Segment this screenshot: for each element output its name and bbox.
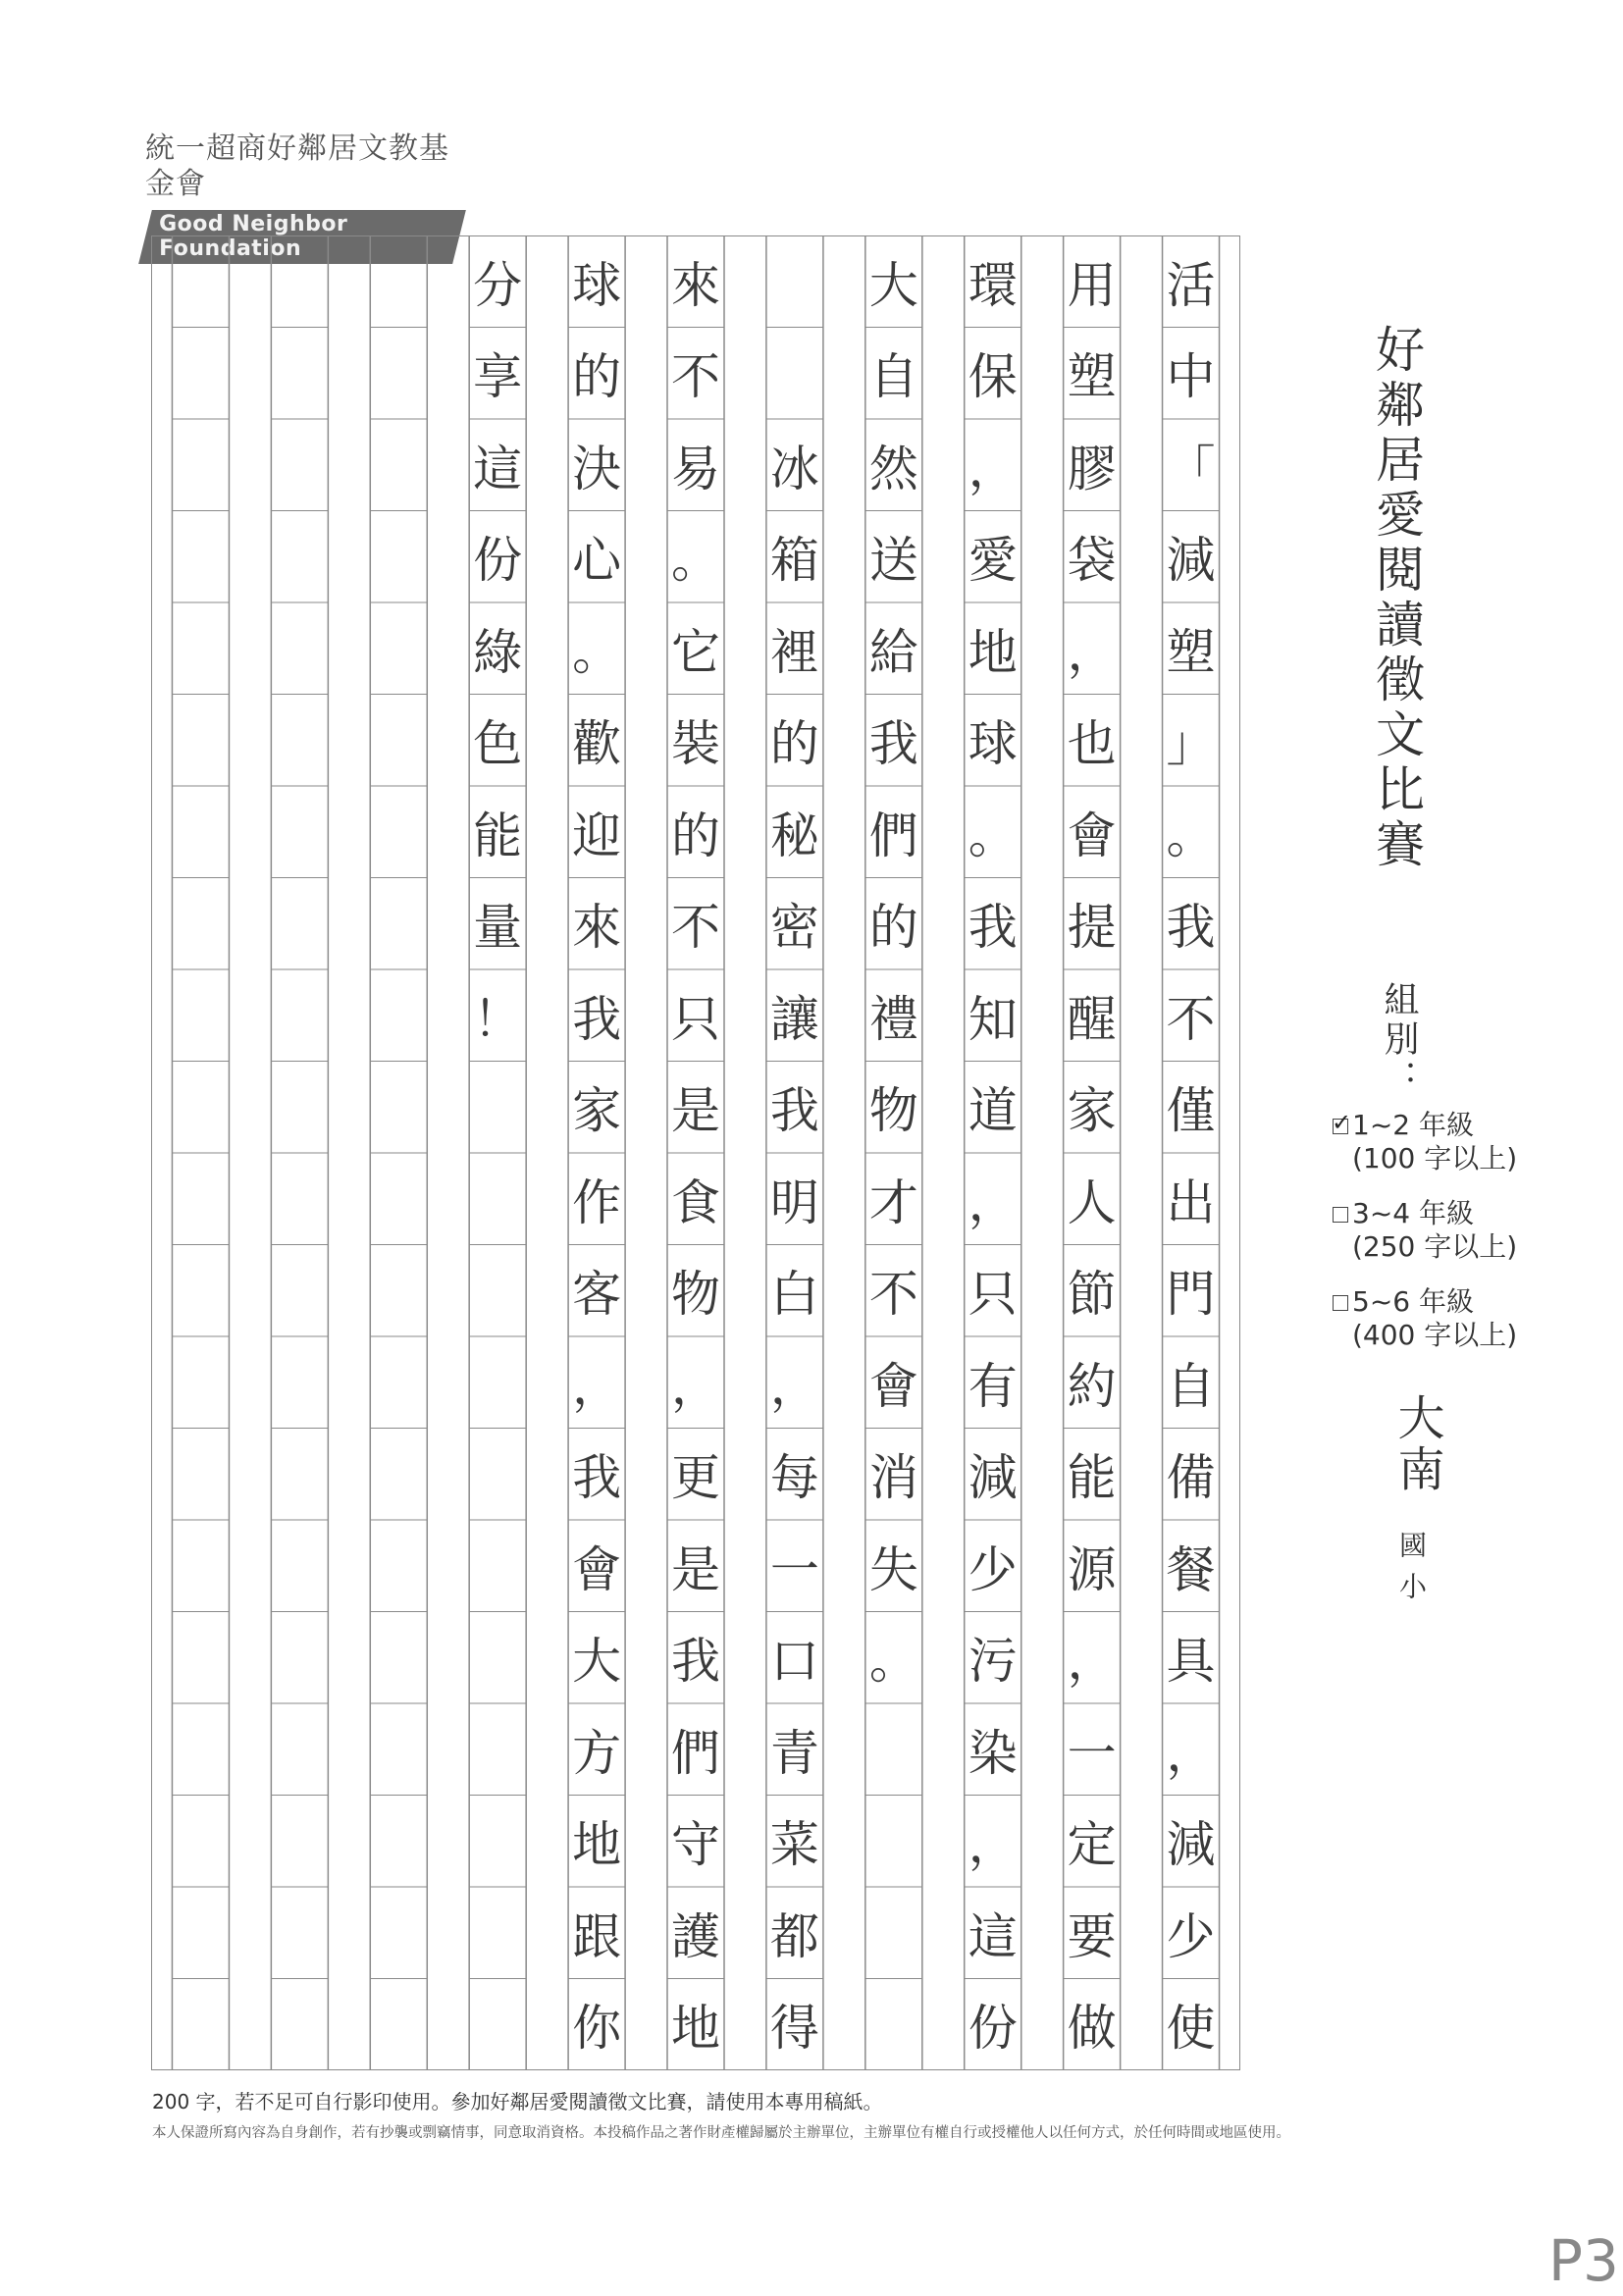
- manuscript-char: 送: [868, 532, 918, 590]
- manuscript-char: 染: [968, 1724, 1018, 1782]
- manuscript-char: ，: [968, 440, 1018, 497]
- manuscript-char: 。: [572, 623, 622, 681]
- manuscript-char: 減: [968, 1449, 1018, 1507]
- manuscript-char: 一: [1067, 1724, 1117, 1782]
- manuscript-char: 它: [671, 623, 720, 681]
- manuscript-char: 的: [769, 715, 819, 773]
- manuscript-char: 份: [473, 532, 523, 590]
- school-name: 大南: [1389, 1393, 1444, 1495]
- manuscript-column: [667, 235, 724, 2070]
- manuscript-char: 地: [671, 2000, 720, 2058]
- manuscript-char: 色: [473, 715, 523, 773]
- manuscript-column: [568, 235, 625, 2070]
- manuscript-char: 僅: [1166, 1082, 1216, 1140]
- manuscript-column: [1163, 235, 1220, 2070]
- manuscript-char: 環: [968, 256, 1018, 314]
- manuscript-char: 菜: [769, 1816, 819, 1874]
- manuscript-grid: [151, 235, 1240, 2070]
- footer-note: 200 字，若不足可自行影印使用。參加好鄰居愛閱讀徵文比賽，請使用本專用稿紙。: [152, 2090, 883, 2113]
- manuscript-char: 密: [769, 899, 819, 957]
- foundation-name-english-text: Good Neighbor Foundation: [159, 212, 348, 261]
- manuscript-char: 做: [1067, 2000, 1117, 2058]
- manuscript-char: ，: [968, 1174, 1018, 1231]
- manuscript-char: 的: [868, 899, 918, 957]
- manuscript-char: 每: [769, 1449, 819, 1507]
- manuscript-char: 冰: [769, 440, 819, 497]
- manuscript-char: 方: [572, 1724, 622, 1782]
- manuscript-char: 要: [1067, 1907, 1117, 1965]
- grade-option-1-2[interactable]: [1333, 1109, 1588, 1175]
- manuscript-char: 們: [868, 807, 918, 864]
- manuscript-char: 不: [671, 899, 720, 957]
- grade-options: [1333, 1109, 1588, 1374]
- manuscript-char: 客: [572, 1266, 622, 1324]
- manuscript-char: 也: [1067, 715, 1117, 773]
- manuscript-char: 分: [473, 256, 523, 314]
- manuscript-column: [766, 235, 823, 2070]
- manuscript-char: 「: [1166, 440, 1216, 497]
- manuscript-char: 袋: [1067, 532, 1117, 590]
- manuscript-char: 膠: [1067, 440, 1117, 497]
- manuscript-char: 定: [1067, 1816, 1117, 1874]
- manuscript-char: 污: [968, 1633, 1018, 1691]
- manuscript-char: 給: [868, 623, 918, 681]
- manuscript-char: 綠: [473, 623, 523, 681]
- group-label: 組別：: [1379, 981, 1419, 1099]
- manuscript-char: 迎: [572, 807, 622, 864]
- manuscript-char: 作: [572, 1174, 622, 1231]
- manuscript-char: 我: [769, 1082, 819, 1140]
- manuscript-char: 然: [868, 440, 918, 497]
- manuscript-char: 約: [1067, 1357, 1117, 1415]
- manuscript-char: 家: [572, 1082, 622, 1140]
- manuscript-char: 明: [769, 1174, 819, 1231]
- manuscript-char: 是: [671, 1082, 720, 1140]
- footer-copyright: 本人保證所寫內容為自身創作，若有抄襲或剽竊情事，同意取消資格。本投稿作品之著作財產權歸屬於主辦單位，主辦單位有權自行或授權他人以任何方式，於任何時間或地區使用。: [152, 2125, 1290, 2141]
- manuscript-char: 歡: [572, 715, 622, 773]
- grade-label: 5~6 年級: [1352, 1285, 1474, 1318]
- manuscript-char: 門: [1166, 1266, 1216, 1324]
- manuscript-char: 自: [868, 348, 918, 406]
- manuscript-char: 更: [671, 1449, 720, 1507]
- manuscript-char: 知: [968, 990, 1018, 1048]
- manuscript-char: 道: [968, 1082, 1018, 1140]
- manuscript-char: 口: [769, 1633, 819, 1691]
- manuscript-char: 」: [1166, 715, 1216, 773]
- page-number-mark: P3: [1548, 2227, 1619, 2294]
- manuscript-char: 裡: [769, 623, 819, 681]
- manuscript-char: 中: [1166, 348, 1216, 406]
- manuscript-char: ，: [769, 1357, 819, 1415]
- manuscript-char: 。: [671, 532, 720, 590]
- manuscript-char: 減: [1166, 1816, 1216, 1874]
- word-requirement: (250 字以上): [1352, 1230, 1518, 1263]
- manuscript-char: 裝: [671, 715, 720, 773]
- manuscript-char: 地: [572, 1816, 622, 1874]
- manuscript-char: 消: [868, 1449, 918, 1507]
- manuscript-column: [1064, 235, 1121, 2070]
- manuscript-char: 這: [473, 440, 523, 497]
- manuscript-char: 只: [968, 1266, 1018, 1324]
- manuscript-char: 箱: [769, 532, 819, 590]
- word-requirement: (100 字以上): [1352, 1142, 1518, 1174]
- foundation-name-chinese: 統一超商好鄰居文教基金會: [145, 131, 449, 201]
- manuscript-char: ，: [968, 1816, 1018, 1874]
- manuscript-char: 不: [671, 348, 720, 406]
- manuscript-char: 減: [1166, 532, 1216, 590]
- manuscript-char: 我: [572, 990, 622, 1048]
- manuscript-char: 提: [1067, 899, 1117, 957]
- foundation-logo: [145, 131, 459, 261]
- manuscript-char: 物: [868, 1082, 918, 1140]
- manuscript-char: 能: [1067, 1449, 1117, 1507]
- manuscript-char: 會: [572, 1540, 622, 1598]
- manuscript-char: 都: [769, 1907, 819, 1965]
- manuscript-char: 禮: [868, 990, 918, 1048]
- manuscript-char: 備: [1166, 1449, 1216, 1507]
- manuscript-char: 的: [572, 348, 622, 406]
- manuscript-char: ，: [671, 1357, 720, 1415]
- manuscript-char: 失: [868, 1540, 918, 1598]
- manuscript-char: 食: [671, 1174, 720, 1231]
- manuscript-char: 愛: [968, 532, 1018, 590]
- manuscript-char: 有: [968, 1357, 1018, 1415]
- manuscript-char: 自: [1166, 1357, 1216, 1415]
- manuscript-column: [469, 235, 526, 2070]
- manuscript-char: 守: [671, 1816, 720, 1874]
- manuscript-char: 不: [1166, 990, 1216, 1048]
- manuscript-char: 跟: [572, 1907, 622, 1965]
- manuscript-column: [965, 235, 1021, 2070]
- manuscript-char: ，: [1166, 1724, 1216, 1782]
- manuscript-char: 們: [671, 1724, 720, 1782]
- manuscript-char: 醒: [1067, 990, 1117, 1048]
- manuscript-char: 只: [671, 990, 720, 1048]
- manuscript-char: 會: [868, 1357, 918, 1415]
- contest-title: 好鄰居愛閱讀徵文比賽: [1368, 324, 1425, 873]
- manuscript-char: 會: [1067, 807, 1117, 864]
- manuscript-char: 來: [572, 899, 622, 957]
- manuscript-column: [370, 235, 427, 2070]
- manuscript-char: 決: [572, 440, 622, 497]
- checkbox-icon[interactable]: [1333, 1295, 1348, 1311]
- manuscript-char: 塑: [1067, 348, 1117, 406]
- grade-option-5-6[interactable]: [1333, 1285, 1588, 1352]
- manuscript-char: 我: [968, 899, 1018, 957]
- manuscript-char: 心: [572, 532, 622, 590]
- manuscript-char: 源: [1067, 1540, 1117, 1598]
- grade-label: 1~2 年級: [1352, 1109, 1474, 1141]
- manuscript-char: 具: [1166, 1633, 1216, 1691]
- manuscript-char: 地: [968, 623, 1018, 681]
- manuscript-char: 我: [868, 715, 918, 773]
- manuscript-char: 讓: [769, 990, 819, 1048]
- grade-option-3-4[interactable]: [1333, 1197, 1588, 1264]
- manuscript-char: 才: [868, 1174, 918, 1231]
- manuscript-char: 我: [671, 1633, 720, 1691]
- manuscript-char: 塑: [1166, 623, 1216, 681]
- manuscript-column: [271, 235, 328, 2070]
- manuscript-char: 球: [968, 715, 1018, 773]
- manuscript-char: 不: [868, 1266, 918, 1324]
- manuscript-char: 。: [1166, 807, 1216, 864]
- manuscript-char: 份: [968, 2000, 1018, 2058]
- manuscript-char: 大: [868, 256, 918, 314]
- manuscript-char: 的: [671, 807, 720, 864]
- checkbox-icon[interactable]: [1333, 1119, 1348, 1134]
- manuscript-column: [172, 235, 229, 2070]
- manuscript-columns: [151, 235, 1240, 2070]
- manuscript-char: 大: [572, 1633, 622, 1691]
- manuscript-char: 用: [1067, 256, 1117, 314]
- manuscript-char: 護: [671, 1907, 720, 1965]
- manuscript-char: 這: [968, 1907, 1018, 1965]
- manuscript-char: 人: [1067, 1174, 1117, 1231]
- manuscript-char: 家: [1067, 1082, 1117, 1140]
- manuscript-char: 你: [572, 2000, 622, 2058]
- manuscript-column: [865, 235, 922, 2070]
- manuscript-char: 少: [1166, 1907, 1216, 1965]
- manuscript-char: 得: [769, 2000, 819, 2058]
- manuscript-char: ！: [473, 990, 523, 1048]
- manuscript-char: 一: [769, 1540, 819, 1598]
- school-suffix: 國小: [1395, 1531, 1428, 1613]
- manuscript-char: 量: [473, 899, 523, 957]
- manuscript-char: ，: [1067, 623, 1117, 681]
- grade-label: 3~4 年級: [1352, 1197, 1474, 1229]
- manuscript-char: 保: [968, 348, 1018, 406]
- manuscript-char: 來: [671, 256, 720, 314]
- manuscript-char: 。: [868, 1633, 918, 1691]
- manuscript-char: 。: [968, 807, 1018, 864]
- manuscript-char: 秘: [769, 807, 819, 864]
- manuscript-char: 物: [671, 1266, 720, 1324]
- manuscript-char: 是: [671, 1540, 720, 1598]
- word-requirement: (400 字以上): [1352, 1319, 1518, 1351]
- manuscript-char: 我: [572, 1449, 622, 1507]
- manuscript-char: 餐: [1166, 1540, 1216, 1598]
- manuscript-char: 享: [473, 348, 523, 406]
- manuscript-char: 我: [1166, 899, 1216, 957]
- manuscript-char: 青: [769, 1724, 819, 1782]
- manuscript-char: 白: [769, 1266, 819, 1324]
- manuscript-char: 使: [1166, 2000, 1216, 2058]
- manuscript-char: 出: [1166, 1174, 1216, 1231]
- manuscript-char: ，: [572, 1357, 622, 1415]
- checkbox-icon[interactable]: [1333, 1207, 1348, 1223]
- manuscript-char: 少: [968, 1540, 1018, 1598]
- manuscript-char: 球: [572, 256, 622, 314]
- manuscript-char: 活: [1166, 256, 1216, 314]
- manuscript-char: 能: [473, 807, 523, 864]
- manuscript-char: ，: [1067, 1633, 1117, 1691]
- manuscript-char: 易: [671, 440, 720, 497]
- manuscript-char: 節: [1067, 1266, 1117, 1324]
